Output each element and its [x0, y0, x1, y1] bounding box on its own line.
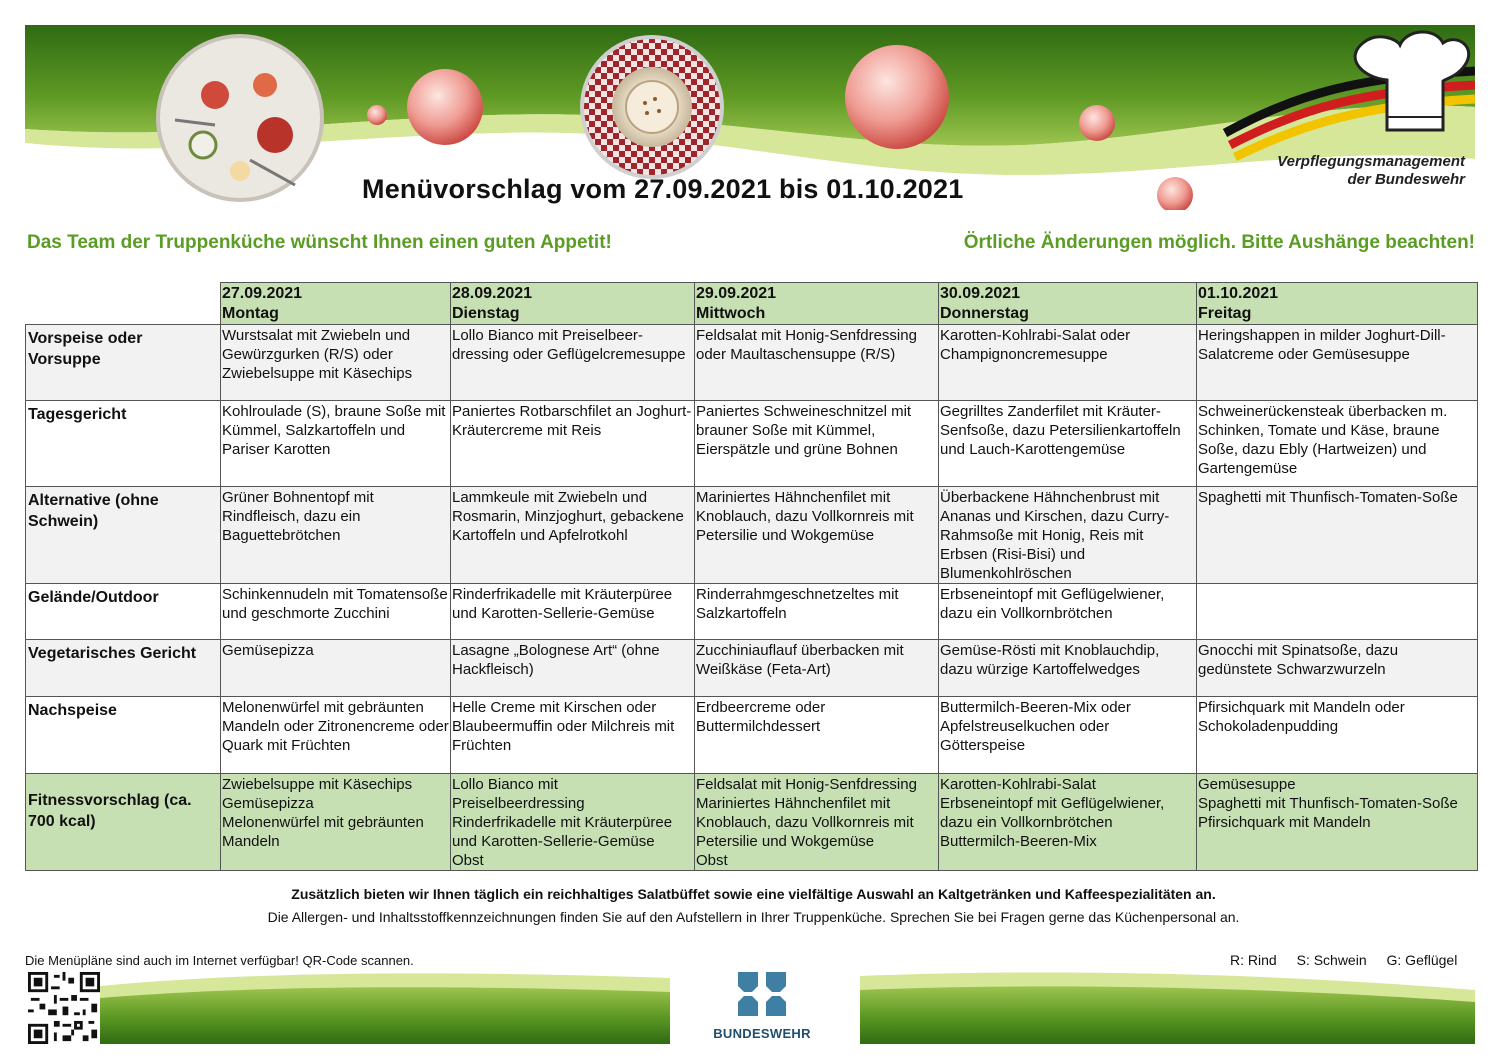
menu-cell: Pfirsichquark mit Mandeln oder Schokoladenpudding: [1197, 697, 1478, 774]
food-photo-coffee: [580, 35, 724, 179]
row-vegetarisch: [26, 640, 1478, 697]
row-label: Vegetarisches Gericht: [26, 640, 221, 697]
menu-cell: Rinderfrikadelle mit Kräuterpüree und Karotten-Sellerie-Gemüse: [451, 584, 695, 640]
menu-cell: Grüner Bohnentopf mit Rindfleisch, dazu ein Baguettebrötchen: [221, 487, 451, 584]
menu-cell: Melonenwürfel mit gebräunten Mandeln oder Zitronencreme oder Quark mit Früchten: [221, 697, 451, 774]
fitness-item: Lollo Bianco mit Preiselbeerdressing: [452, 776, 585, 812]
menu-cell: Wurstsalat mit Zwiebeln und Gewürzgurken (R/S) oder Zwiebelsuppe mit Käsechips: [221, 325, 451, 401]
day-weekday: Mittwoch: [696, 305, 766, 322]
menu-cell: Überbackene Hähnchenbrust mit Ananas und Kirschen, dazu Curry-Rahmsoße mit Honig, Reis mit Erbsen (Risi-Bisi) und Blumenkohlröschen: [939, 487, 1197, 584]
row-label: Tagesgericht: [26, 401, 221, 487]
day-date: 30.09.2021: [940, 285, 1021, 302]
menu-cell: Erdbeercreme oder Buttermilchdessert: [695, 697, 939, 774]
day-header: [221, 283, 451, 325]
header-corner: [26, 283, 221, 325]
menu-cell: Gegrilltes Zanderfilet mit Kräuter-Senfsoße, dazu Petersilienkartoffeln und Lauch-Karottengemüse: [939, 401, 1197, 487]
fitness-item: Erbseneintopf mit Geflügelwiener, dazu ein Vollkornbrötchen: [940, 795, 1165, 831]
day-header: [695, 283, 939, 325]
menu-cell: Gemüsepizza: [221, 640, 451, 697]
fitness-item: Gemüsesuppe: [1198, 776, 1296, 793]
menu-cell: Gnocchi mit Spinatsoße, dazu gedünstete Schwarzwurzeln: [1197, 640, 1478, 697]
menu-cell: [1197, 774, 1478, 871]
day-weekday: Dienstag: [452, 305, 520, 322]
row-nachspeise: [26, 697, 1478, 774]
day-header: [1197, 283, 1478, 325]
day-header: [939, 283, 1197, 325]
menu-cell: Karotten-Kohlrabi-Salat oder Champignoncremesuppe: [939, 325, 1197, 401]
menu-cell: Feldsalat mit Honig-Senfdressing oder Maultaschensuppe (R/S): [695, 325, 939, 401]
day-header: [451, 283, 695, 325]
salad-buffet-note: Zusätzlich bieten wir Ihnen täglich ein reichhaltiges Salatbüffet sowie eine vielfältige Auswahl an Kaltgetränken und Kaffeespezialitäten an.: [291, 886, 1216, 902]
menu-cell: Zucchiniauflauf überbacken mit Weißkäse (Feta-Art): [695, 640, 939, 697]
allergen-note: Die Allergen- und Inhaltsstoffkennzeichnungen finden Sie auf den Aufstellern in Ihrer Truppenküche. Sprechen Sie bei Fragen gerne das Küchenpersonal an.: [267, 909, 1240, 925]
day-date: 29.09.2021: [696, 285, 777, 302]
menu-cell: [451, 774, 695, 871]
menu-cell: Paniertes Rotbarschfilet an Joghurt-Kräutercreme mit Reis: [451, 401, 695, 487]
row-alternative: [26, 487, 1478, 584]
day-weekday: Donnerstag: [940, 305, 1029, 322]
food-photo-appetizers: [156, 34, 324, 202]
fitness-item: Pfirsichquark mit Mandeln: [1198, 814, 1371, 831]
day-date: 27.09.2021: [222, 285, 303, 302]
fitness-item: Obst: [696, 852, 728, 869]
day-date: 01.10.2021: [1198, 285, 1279, 302]
day-date: 28.09.2021: [452, 285, 533, 302]
fitness-item: Feldsalat mit Honig-Senfdressing: [696, 776, 917, 793]
menu-cell: [695, 774, 939, 871]
footer-band-left: [100, 968, 670, 1044]
footer-band-right: [860, 968, 1475, 1044]
day-weekday: Freitag: [1198, 305, 1252, 322]
menu-cell: Lollo Bianco mit Preiselbeer-dressing oder Geflügelcremesuppe: [451, 325, 695, 401]
row-label: Vorspeise oder Vorsuppe: [26, 325, 221, 401]
menu-cell: Erbseneintopf mit Geflügelwiener, dazu ein Vollkornbrötchen: [939, 584, 1197, 640]
legend-item: R: Rind: [1230, 952, 1277, 968]
menu-cell: Gemüse-Rösti mit Knoblauchdip, dazu würzige Kartoffelwedges: [939, 640, 1197, 697]
page-title: Menüvorschlag vom 27.09.2021 bis 01.10.2021: [362, 174, 964, 204]
menu-table: [25, 282, 1478, 871]
fitness-item: Obst: [452, 852, 484, 869]
row-fitness: [26, 774, 1478, 871]
menu-cell: Helle Creme mit Kirschen oder Blaubeermuffin oder Milchreis mit Früchten: [451, 697, 695, 774]
menu-cell: Heringshappen in milder Joghurt-Dill-Salatcreme oder Gemüsesuppe: [1197, 325, 1478, 401]
row-label: Alternative (ohne Schwein): [26, 487, 221, 584]
qr-code[interactable]: [28, 972, 100, 1044]
iron-cross-icon: [712, 966, 812, 1024]
row-tagesgericht: [26, 401, 1478, 487]
day-weekday: Montag: [222, 305, 279, 322]
row-label: Gelände/Outdoor: [26, 584, 221, 640]
greeting-text: Das Team der Truppenküche wünscht Ihnen einen guten Appetit!: [27, 232, 612, 253]
logo-text: BUNDESWEHR: [713, 1026, 811, 1041]
bundeswehr-logo: [712, 966, 812, 1046]
menu-cell: Schinkennudeln mit Tomatensoße und geschmorte Zucchini: [221, 584, 451, 640]
org-name-line1: Verpflegungsmanagement: [1277, 153, 1465, 170]
menu-cell: Spaghetti mit Thunfisch-Tomaten-Soße: [1197, 487, 1478, 584]
menu-cell: Lasagne „Bolognese Art“ (ohne Hackfleisch): [451, 640, 695, 697]
fitness-item: Melonenwürfel mit gebräunten Mandeln: [222, 814, 424, 850]
fitness-item: Karotten-Kohlrabi-Salat: [940, 776, 1096, 793]
menu-cell: [939, 774, 1197, 871]
menu-cell: Lammkeule mit Zwiebeln und Rosmarin, Minzjoghurt, gebackene Kartoffeln und Apfelrotkohl: [451, 487, 695, 584]
menu-cell: Mariniertes Hähnchenfilet mit Knoblauch, dazu Vollkornreis mit Petersilie und Wokgemüse: [695, 487, 939, 584]
fitness-item: Rinderfrikadelle mit Kräuterpüree und Karotten-Sellerie-Gemüse: [452, 814, 673, 850]
menu-cell: Kohlroulade (S), braune Soße mit Kümmel, Salzkartoffeln und Pariser Karotten: [221, 401, 451, 487]
org-name: [1250, 153, 1465, 189]
menu-cell: Paniertes Schweineschnitzel mit brauner Soße mit Kümmel, Eierspätzle und grüne Bohnen: [695, 401, 939, 487]
row-gelaende: [26, 584, 1478, 640]
menu-cell: [1197, 584, 1478, 640]
menu-cell: Buttermilch-Beeren-Mix oder Apfelstreuselkuchen oder Götterspeise: [939, 697, 1197, 774]
org-name-line2: der Bundeswehr: [1347, 171, 1465, 188]
fitness-item: Mariniertes Hähnchenfilet mit Knoblauch, dazu Vollkornreis mit Petersilie und Wokgemüse: [696, 795, 914, 850]
row-label: Nachspeise: [26, 697, 221, 774]
fitness-item: Gemüsepizza: [222, 795, 314, 812]
menu-cell: Rinderrahmgeschnetzeltes mit Salzkartoffeln: [695, 584, 939, 640]
day-header-row: [26, 283, 1478, 325]
row-vorspeise: [26, 325, 1478, 401]
legend: [1230, 952, 1457, 968]
internet-note: Die Menüpläne sind auch im Internet verfügbar! QR-Code scannen.: [25, 953, 414, 968]
legend-item: G: Geflügel: [1386, 952, 1458, 968]
fitness-item: Buttermilch-Beeren-Mix: [940, 833, 1097, 850]
menu-cell: Schweinerückensteak überbacken m. Schinken, Tomate und Käse, braune Soße, dazu Ebly (Hartweizen) und Gartengemüse: [1197, 401, 1478, 487]
fitness-item: Zwiebelsuppe mit Käsechips: [222, 776, 413, 793]
fitness-item: Spaghetti mit Thunfisch-Tomaten-Soße: [1198, 795, 1458, 812]
changes-notice: Örtliche Änderungen möglich. Bitte Aushänge beachten!: [963, 232, 1475, 253]
legend-item: S: Schwein: [1296, 952, 1367, 968]
row-label: Fitnessvorschlag (ca. 700 kcal): [26, 774, 221, 871]
menu-cell: [221, 774, 451, 871]
